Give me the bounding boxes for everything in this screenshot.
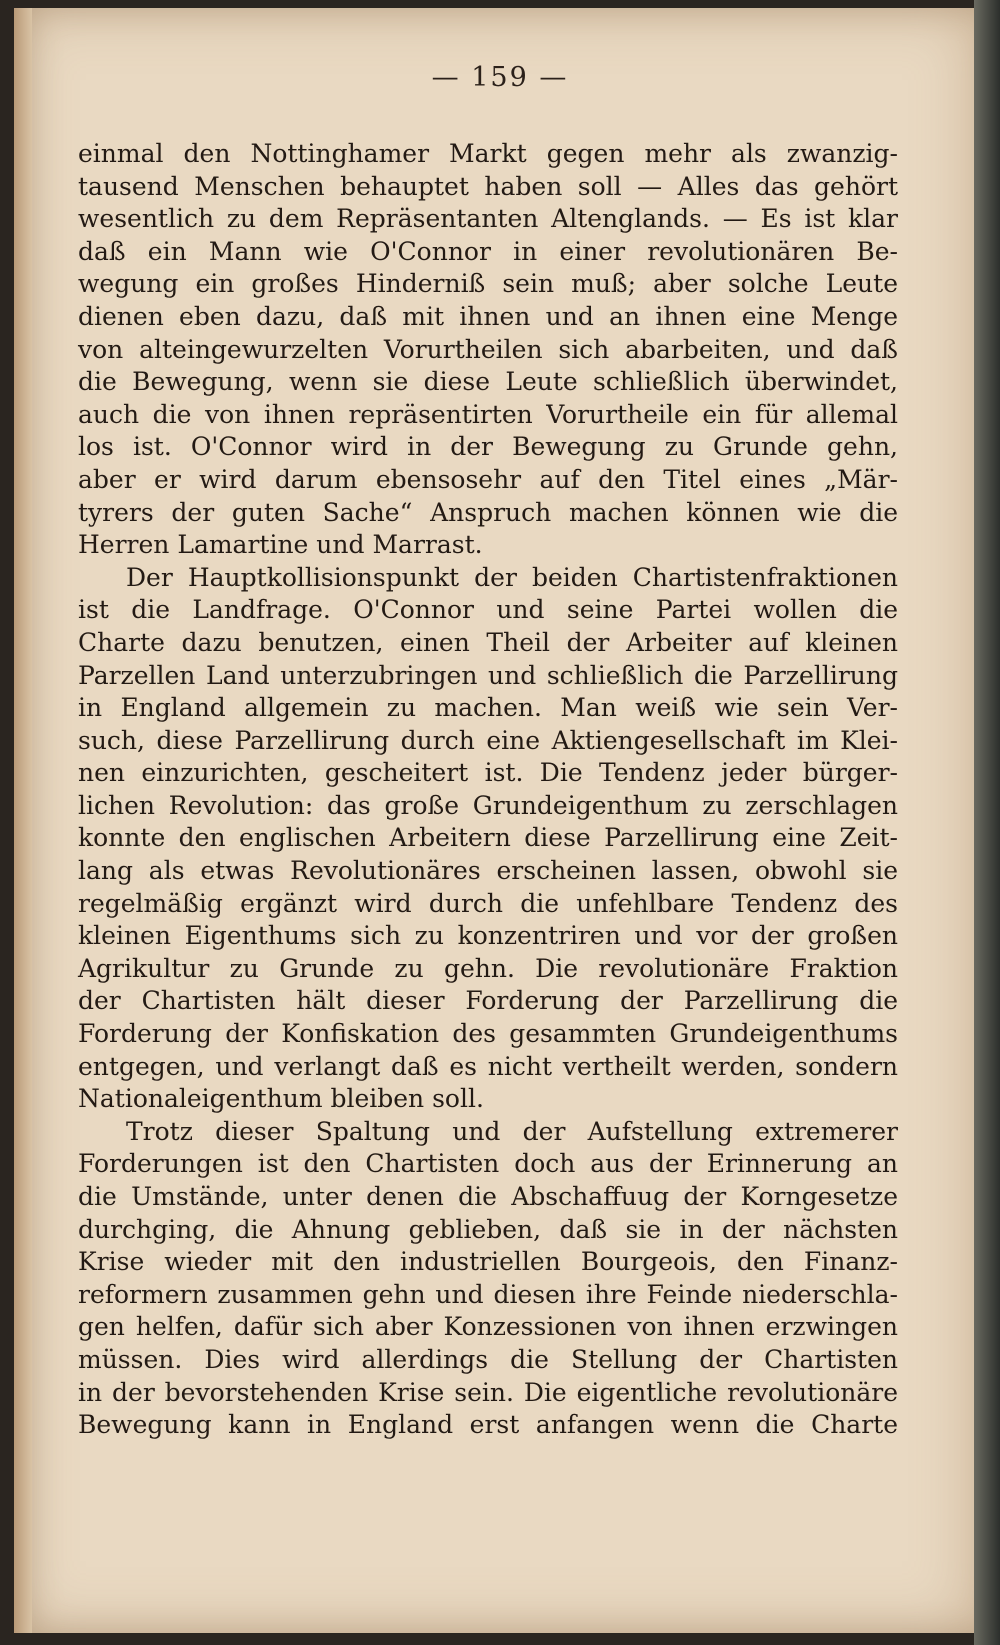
text-line: die Umstände, unter denen die Abschaffuug der Korngesetze [78, 1182, 898, 1211]
text-line: die Bewegung, wenn sie diese Leute schließlich überwindet, [78, 367, 898, 397]
text-line: Bewegung kann in England erst anfangen wenn die Charte [78, 1410, 898, 1440]
text-line: wesentlich zu dem Repräsentanten Altenglands. — Es ist klar [78, 204, 898, 234]
text-line: tausend Menschen behauptet haben soll — Alles das gehört [78, 171, 898, 201]
text-line: lang als etwas Revolutionäres erscheinen lassen, obwohl sie [78, 856, 898, 886]
text-line: Parzellen Land unterzubringen und schließlich die Parzellirung [78, 660, 898, 690]
text-line: gen helfen, dafür sich aber Konzessionen von ihnen erzwingen [78, 1312, 898, 1342]
text-line: Charte dazu benutzen, einen Theil der Arbeiter auf kleinen [78, 627, 898, 657]
text-line: auch die von ihnen repräsentirten Vorurtheile ein für allemal [78, 399, 898, 429]
text-line: lichen Revolution: das große Grundeigenthum zu zerschlagen [78, 790, 898, 820]
text-line: reformern zusammen gehn und diesen ihre Feinde niederschla- [78, 1279, 898, 1309]
text-line: einmal den Nottinghamer Markt gegen mehr als zwanzig- [78, 139, 898, 168]
text-line: such, diese Parzellirung durch eine Aktiengesellschaft im Klei- [78, 725, 898, 755]
text-line: in England allgemein zu machen. Man weiß wie sein Ver- [78, 693, 898, 723]
text-line: Forderungen ist den Chartisten doch aus der Erinnerung an [78, 1149, 898, 1179]
page-binding-shadow [14, 8, 32, 1633]
text-line: los ist. O'Connor wird in der Bewegung zu Grunde gehn, [78, 432, 898, 462]
page-number-header: — 159 — [431, 62, 569, 93]
text-line: kleinen Eigenthums sich zu konzentriren und vor der großen [78, 921, 898, 951]
text-line: Krise wieder mit den industriellen Bourgeois, den Finanz- [78, 1247, 898, 1277]
text-line: von alteingewurzelten Vorurtheilen sich abarbeiten, und daß [78, 334, 898, 364]
text-line: regelmäßig ergänzt wird durch die unfehlbare Tendenz des [78, 888, 898, 918]
text-line: daß ein Mann wie O'Connor in einer revolutionären Be- [78, 236, 898, 266]
text-line: müssen. Dies wird allerdings die Stellung der Chartisten [78, 1344, 898, 1374]
text-line: entgegen, und verlangt daß es nicht vertheilt werden, sondern [78, 1051, 898, 1081]
body-text [78, 138, 898, 1442]
text-line: aber er wird darum ebensosehr auf den Titel eines „Mär- [78, 464, 898, 494]
text-line: Forderung der Konfiskation des gesammten Grundeigenthums [78, 1019, 898, 1049]
text-line: dienen eben dazu, daß mit ihnen und an ihnen eine Menge [78, 301, 898, 331]
text-line: Der Hauptkollisionspunkt der beiden Chartistenfraktionen [126, 562, 898, 592]
text-line: konnte den englischen Arbeitern diese Parzellirung eine Zeit- [78, 823, 898, 853]
text-line: in der bevorstehenden Krise sein. Die eigentliche revolutionäre [78, 1377, 898, 1407]
text-line: nen einzurichten, gescheitert ist. Die Tendenz jeder bürger- [78, 758, 898, 788]
text-line: Nationaleigenthum bleiben soll. [78, 1084, 484, 1114]
text-line: Agrikultur zu Grunde zu gehn. Die revolutionäre Fraktion [78, 953, 898, 983]
text-line: Herren Lamartine und Marrast. [78, 530, 483, 560]
text-line: tyrers der guten Sache“ Anspruch machen können wie die [78, 497, 898, 527]
text-line: wegung ein großes Hinderniß sein muß; aber solche Leute [78, 269, 898, 299]
text-line: der Chartisten hält dieser Forderung der Parzellirung die [78, 986, 898, 1016]
text-line: ist die Landfrage. O'Connor und seine Partei wollen die [78, 595, 898, 625]
text-line: durchging, die Ahnung geblieben, daß sie in der nächsten [78, 1214, 898, 1244]
text-line: Trotz dieser Spaltung und der Aufstellung extremerer [126, 1116, 898, 1146]
book-cover-edge [974, 0, 1000, 1645]
